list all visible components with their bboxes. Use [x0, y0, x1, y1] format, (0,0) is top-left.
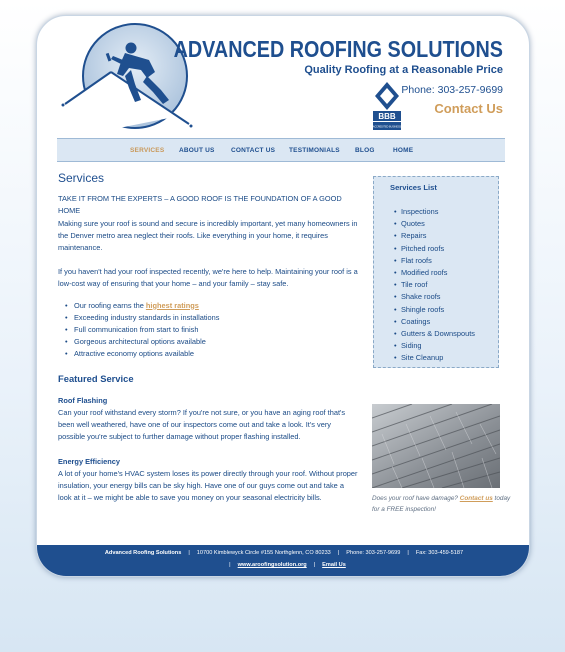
service-item[interactable]: • Shingle roofs: [401, 304, 475, 316]
roof-flashing-heading: Roof Flashing: [58, 395, 108, 405]
brand-block: [120, 36, 503, 76]
nav-services[interactable]: SERVICES: [130, 147, 165, 154]
main-content: [58, 172, 358, 516]
nav-contact-us[interactable]: CONTACT US: [231, 147, 276, 154]
page-title: Services: [58, 171, 105, 185]
list-item: • Our roofing earns the highest ratings: [74, 300, 358, 312]
service-item[interactable]: • Quotes: [401, 218, 475, 230]
footer-links-line: | www.aroofingsolution.org | Email Us: [229, 562, 346, 568]
featured-service-heading: Featured Service: [58, 372, 134, 384]
services-list-box: [373, 176, 499, 368]
nav-testimonials[interactable]: TESTIMONIALS: [289, 147, 340, 154]
tagline: Quality Roofing at a Reasonable Price: [304, 64, 503, 76]
phone-number: Phone: 303-257-9699: [401, 84, 503, 96]
list-item: • Attractive economy options available: [74, 348, 358, 360]
energy-efficiency-text: A lot of your home's HVAC system loses its power directly through your roof. Without proper insulation, your energy bills can be sky high. Have one of our guys come out and take a look at it – we might be able to save you money on your seasonal electricity bills.: [58, 468, 358, 503]
footer-email-link[interactable]: Email Us: [322, 562, 346, 568]
caption-contact-link[interactable]: Contact us: [459, 495, 493, 502]
service-item[interactable]: • Tile roof: [401, 279, 475, 291]
intro-heading: TAKE IT FROM THE EXPERTS – A GOOD ROOF IS THE FOUNDATION OF A GOOD HOME: [58, 194, 342, 216]
service-item[interactable]: • Shake roofs: [401, 291, 475, 303]
footer-phone: Phone: 303-257-9699: [346, 550, 401, 556]
list-item: • Gorgeous architectural options available: [74, 336, 358, 348]
intro-text: Making sure your roof is sound and secure is incredibly important, yet many homeowners in the Denver metro area neglect their roofs. Like everything in your home, it requires maintenance.: [58, 218, 358, 253]
main-nav: [57, 138, 505, 162]
footer-company: Advanced Roofing Solutions: [104, 550, 182, 556]
service-item[interactable]: • Siding: [401, 340, 475, 352]
benefits-list: [74, 300, 358, 361]
footer-fax: Fax: 303-459-5187: [415, 550, 464, 556]
service-item[interactable]: • Coatings: [401, 316, 475, 328]
bbb-badge[interactable]: [370, 80, 404, 132]
nav-about-us[interactable]: ABOUT US: [179, 147, 215, 154]
brand-name: ADVANCED ROOFING SOLUTIONS: [173, 36, 503, 62]
footer-address: 10700 Kimblewyck Circle #155 Northglenn, CO 80233: [196, 550, 331, 556]
nav-blog[interactable]: BLOG: [355, 147, 375, 154]
roof-flashing-text: Can your roof withstand every storm? If you're not sure, or you have an aging roof that's been well weathered, have one of our inspectors come out and take a look. It's very possible you're subject to further damage without proper flashing installed.: [58, 408, 346, 442]
footer-website-link[interactable]: www.aroofingsolution.org: [237, 562, 307, 568]
energy-efficiency-heading: Energy Efficiency: [58, 456, 121, 466]
service-item[interactable]: • Pitched roofs: [401, 243, 475, 255]
services-list-title: Services List: [390, 183, 437, 192]
roof-shingles-photo: [372, 404, 500, 488]
services-list: [401, 206, 475, 365]
photo-caption: Does your roof have damage? Contact us today for a FREE inspection!: [372, 495, 511, 513]
service-item[interactable]: • Gutters & Downspouts: [401, 328, 475, 340]
inspection-text: If you haven't had your roof inspected recently, we're here to help. Maintaining your roof is a low-cost way of ensuring that your home – and your family – stay safe.: [58, 267, 358, 289]
site-footer: [37, 545, 530, 577]
footer-contact-line: Advanced Roofing Solutions | 10700 Kimblewyck Circle #155 Northglenn, CO 80233 | Phone: 303-257-9699 | Fax: 303-459-5187: [104, 550, 464, 556]
service-item[interactable]: • Inspections: [401, 206, 475, 218]
service-item[interactable]: • Site Cleanup: [401, 352, 475, 364]
list-item: • Exceeding industry standards in installations: [74, 312, 358, 324]
nav-home[interactable]: HOME: [393, 147, 414, 154]
service-item[interactable]: • Repairs: [401, 230, 475, 242]
list-item: • Full communication from start to finish: [74, 324, 358, 336]
bbb-sub: ACCREDITED BUSINESS: [372, 125, 402, 129]
highest-ratings-link[interactable]: highest ratings: [145, 300, 199, 310]
service-item[interactable]: • Modified roofs: [401, 267, 475, 279]
bbb-label: BBB: [378, 112, 396, 121]
contact-us-link[interactable]: Contact Us: [434, 101, 503, 116]
service-item[interactable]: • Flat roofs: [401, 255, 475, 267]
page-card: [36, 15, 530, 577]
